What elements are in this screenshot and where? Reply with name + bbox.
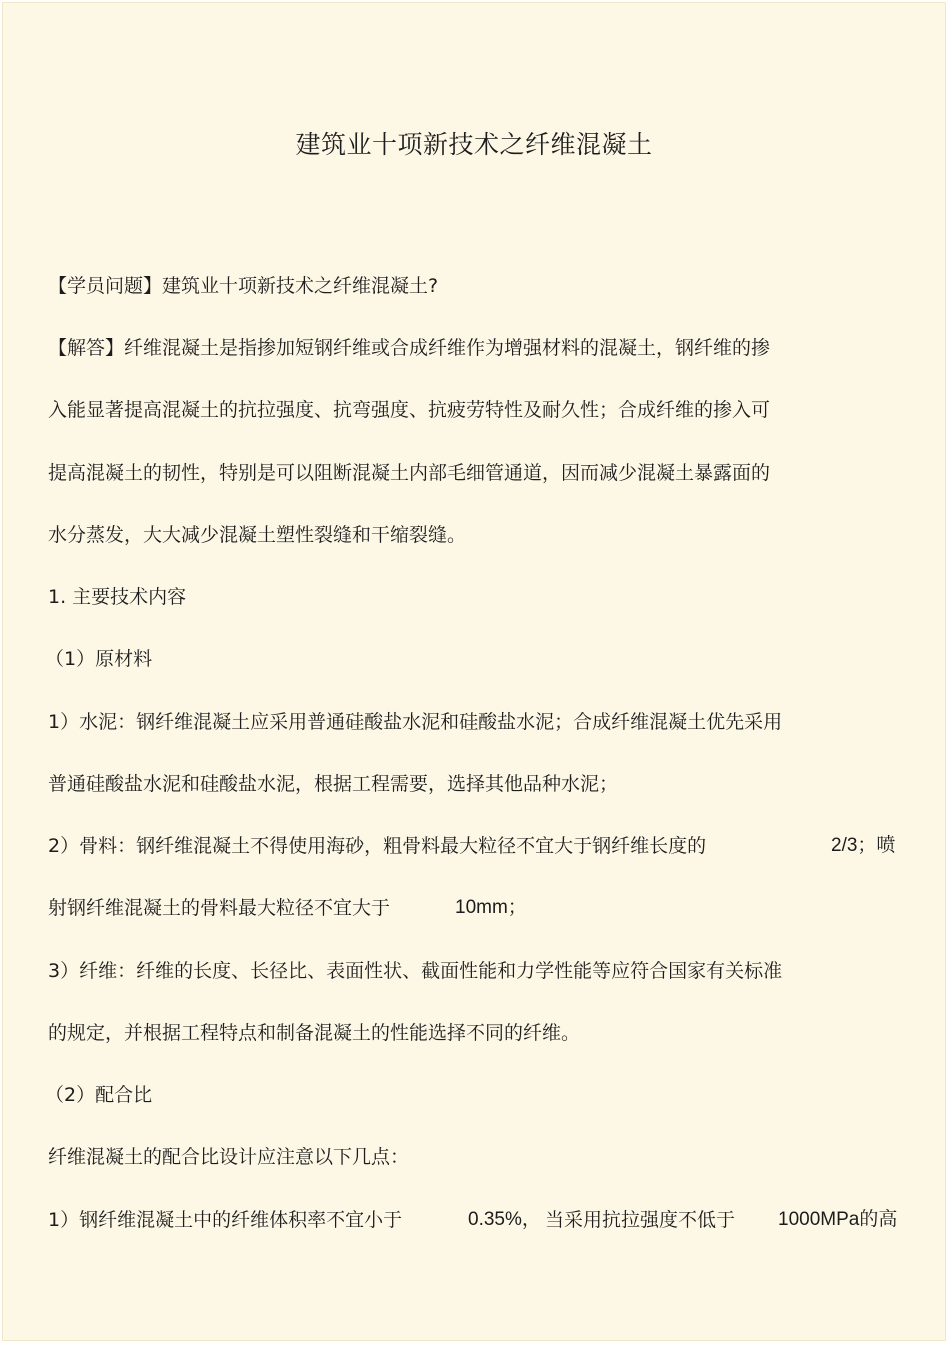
question-line: 【学员问题】建筑业十项新技术之纤维混凝土?	[48, 275, 439, 297]
aggregate-line-2	[48, 895, 901, 921]
cement-line-2: 普通硅酸盐水泥和硅酸盐水泥，根据工程需要，选择其他品种水泥；	[48, 773, 619, 795]
mix-text-a: 1）钢纤维混凝土中的纤维体积率不宜小于	[48, 1209, 403, 1231]
mix-value-a: 0.35%，	[468, 1209, 541, 1230]
answer-line-3: 提高混凝土的韧性，特别是可以阻断混凝土内部毛细管通道，因而减少混凝土暴露面的	[48, 462, 771, 484]
aggregate-line-1	[48, 833, 901, 859]
fiber-line-2: 的规定，并根据工程特点和制备混凝土的性能选择不同的纤维。	[48, 1022, 581, 1044]
cement-line-1: 1）水泥：钢纤维混凝土应采用普通硅酸盐水泥和硅酸盐水泥；合成纤维混凝土优先采用	[48, 711, 783, 733]
aggregate-value-1: 2/3；喷	[831, 835, 896, 856]
answer-line-2: 入能显著提高混凝土的抗拉强度、抗弯强度、抗疲劳特性及耐久性；合成纤维的掺入可	[48, 399, 771, 421]
aggregate-value-2: 10mm；	[455, 897, 527, 918]
aggregate-text-2: 射钢纤维混凝土的骨料最大粒径不宜大于	[48, 897, 391, 919]
subsection-heading-raw-materials: （1）原材料	[45, 648, 153, 670]
mix-line-1	[48, 1207, 901, 1233]
mix-text-b: 当采用抗拉强度不低于	[545, 1209, 736, 1231]
answer-line-4: 水分蒸发，大大减少混凝土塑性裂缝和干缩裂缝。	[48, 524, 467, 546]
aggregate-text-1: 2）骨料：钢纤维混凝土不得使用海砂，粗骨料最大粒径不宜大于钢纤维长度的	[48, 835, 707, 857]
mix-value-b: 1000MPa的高	[778, 1209, 898, 1230]
fiber-line-1: 3）纤维：纤维的长度、长径比、表面性状、截面性能和力学性能等应符合国家有关标准	[48, 960, 783, 982]
document-page	[2, 2, 946, 1341]
mix-intro: 纤维混凝土的配合比设计应注意以下几点：	[48, 1146, 410, 1168]
answer-line-1: 【解答】纤维混凝土是指掺加短钢纤维或合成纤维作为增强材料的混凝土，钢纤维的掺	[48, 337, 771, 359]
document-title: 建筑业十项新技术之纤维混凝土	[295, 130, 653, 159]
section-heading-1: 1. 主要技术内容	[48, 586, 187, 608]
subsection-heading-mix-ratio: （2）配合比	[45, 1084, 153, 1106]
